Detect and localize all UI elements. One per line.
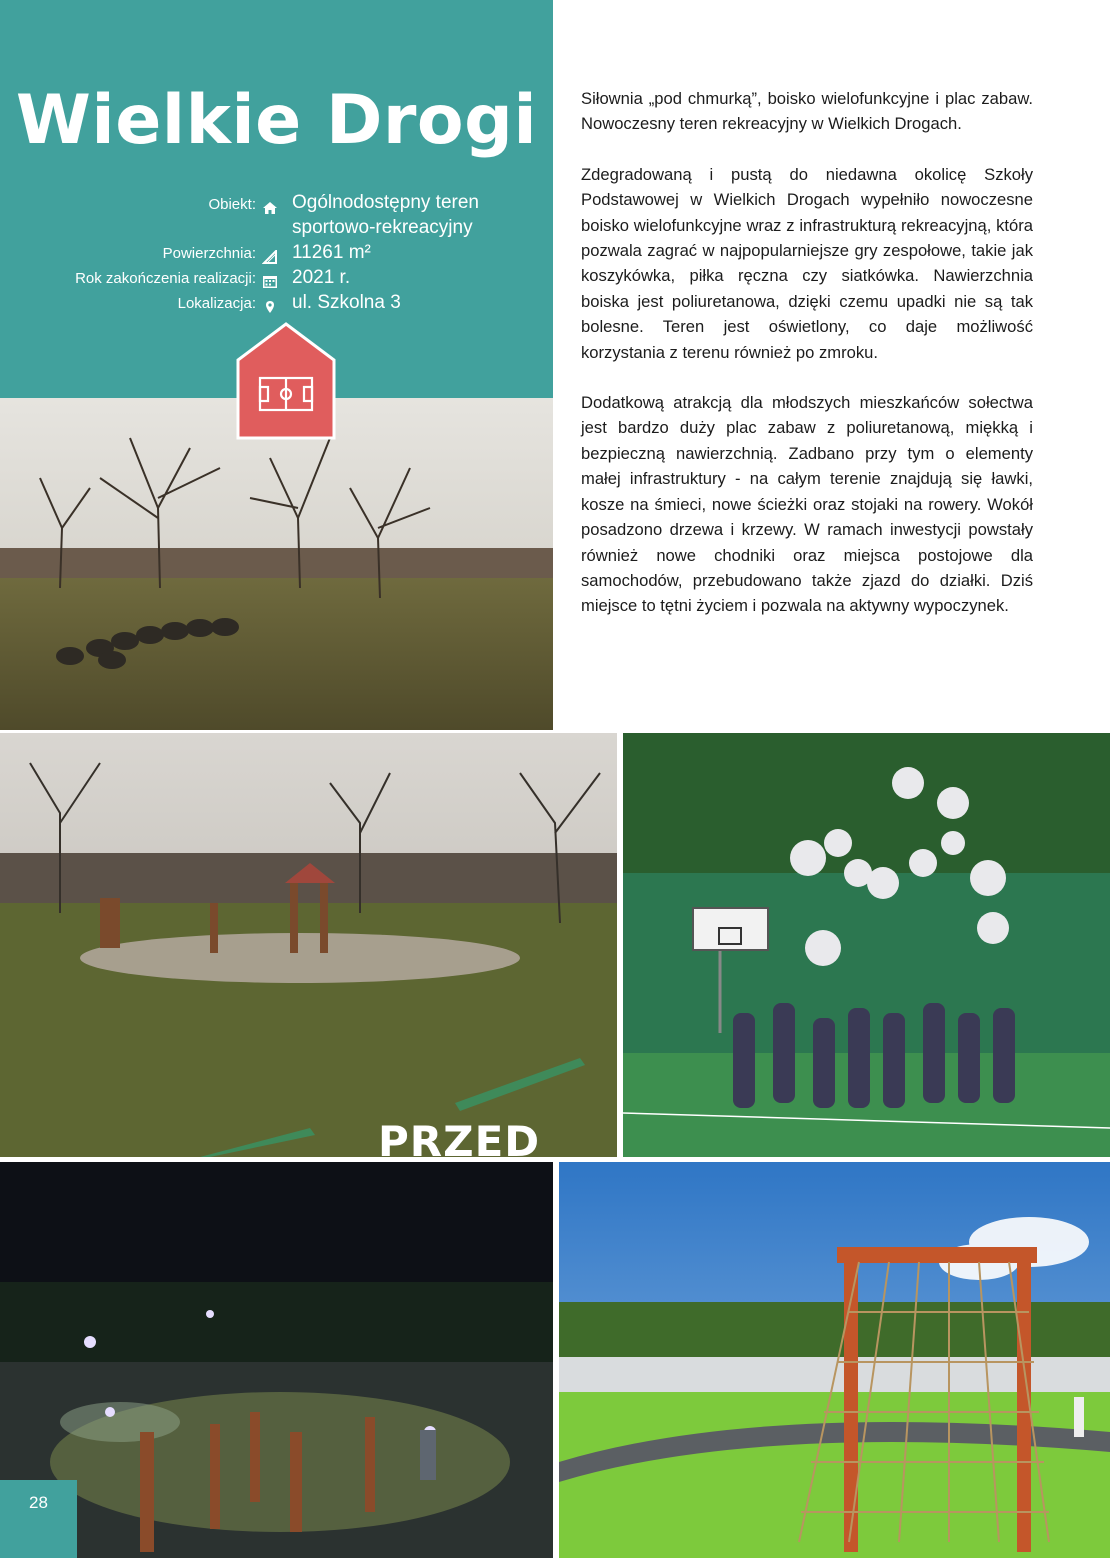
paragraph-intro: Siłownia „pod chmurką”, boisko wielofunkcyjne i plac zabaw. Nowoczesny teren rekreacyjny w Wielkich Drogach. [581, 89, 1033, 134]
calendar-icon [262, 272, 278, 286]
photo-meadow-before [0, 398, 553, 730]
photo-playground-before [0, 733, 617, 1157]
photo-climbing-net [559, 1162, 1110, 1558]
body-text [581, 86, 1033, 644]
photo-night-lighting [0, 1162, 553, 1558]
object-label: Obiekt: [208, 196, 256, 213]
sports-field-badge [236, 322, 336, 440]
year-value: 2021 r. [292, 267, 351, 288]
page-number: 28 [0, 1480, 77, 1558]
info-values [292, 190, 547, 315]
year-label: Rok zakończenia realizacji: [75, 270, 256, 287]
area-label: Powierzchnia: [162, 245, 256, 262]
object-value: Ogólnodostępny teren sportowo-rekreacyjny [292, 192, 479, 238]
before-label: PRZED [378, 1117, 541, 1157]
area-triangle-icon [262, 247, 278, 261]
area-label-row [0, 241, 278, 266]
location-label: Lokalizacja: [177, 295, 256, 312]
photo-court-youth [623, 733, 1110, 1157]
area-value: 11261 m² [292, 242, 371, 263]
home-icon [262, 198, 278, 212]
info-labels [0, 192, 278, 316]
page-title: Wielkie Drogi [15, 81, 538, 160]
paragraph-field: Zdegradowaną i pustą do niedawna okolicę Szkoły Podstawowej w Wielkich Drogach wypełniło nowoczesne boisko wielofunkcyjne wraz z infrastrukturą rekreacyjną, która pozwala zagrać w najpopularniejsze gry zespołowe, takie jak koszykówka, piłka ręczna czy siatkówka. Nawierzchnia boiska jest poliuretanowa, dzięki czemu upadki nie są tak bolesne. Teren jest oświetlony, co daje możliwość korzystania z terenu również po zmroku. [581, 164, 1033, 362]
paragraph-playground: Dodatkową atrakcją dla młodszych mieszkańców sołectwa jest bardzo duży plac zabaw z poliuretanową, miękką i bezpieczną nawierzchnią. Zadbano przy tym o elementy małej infrastruktury - na całym terenie znajdują się ławki, kosze na śmieci, nowe ścieżki oraz stojaki na rowery. Wokół posadzono drzewa i krzewy. W ramach inwestycji powstały również nowe chodniki oraz miejsca postojowe dla samochodów, przebudowano także zjazd do działki. Dziś miejsce to tętni życiem i pozwala na aktywny wypoczynek. [581, 393, 1033, 616]
location-pin-icon [262, 297, 278, 311]
location-label-row [0, 291, 278, 316]
year-label-row [0, 266, 278, 291]
object-label-row [0, 192, 278, 241]
location-value: ul. Szkolna 3 [292, 292, 401, 313]
